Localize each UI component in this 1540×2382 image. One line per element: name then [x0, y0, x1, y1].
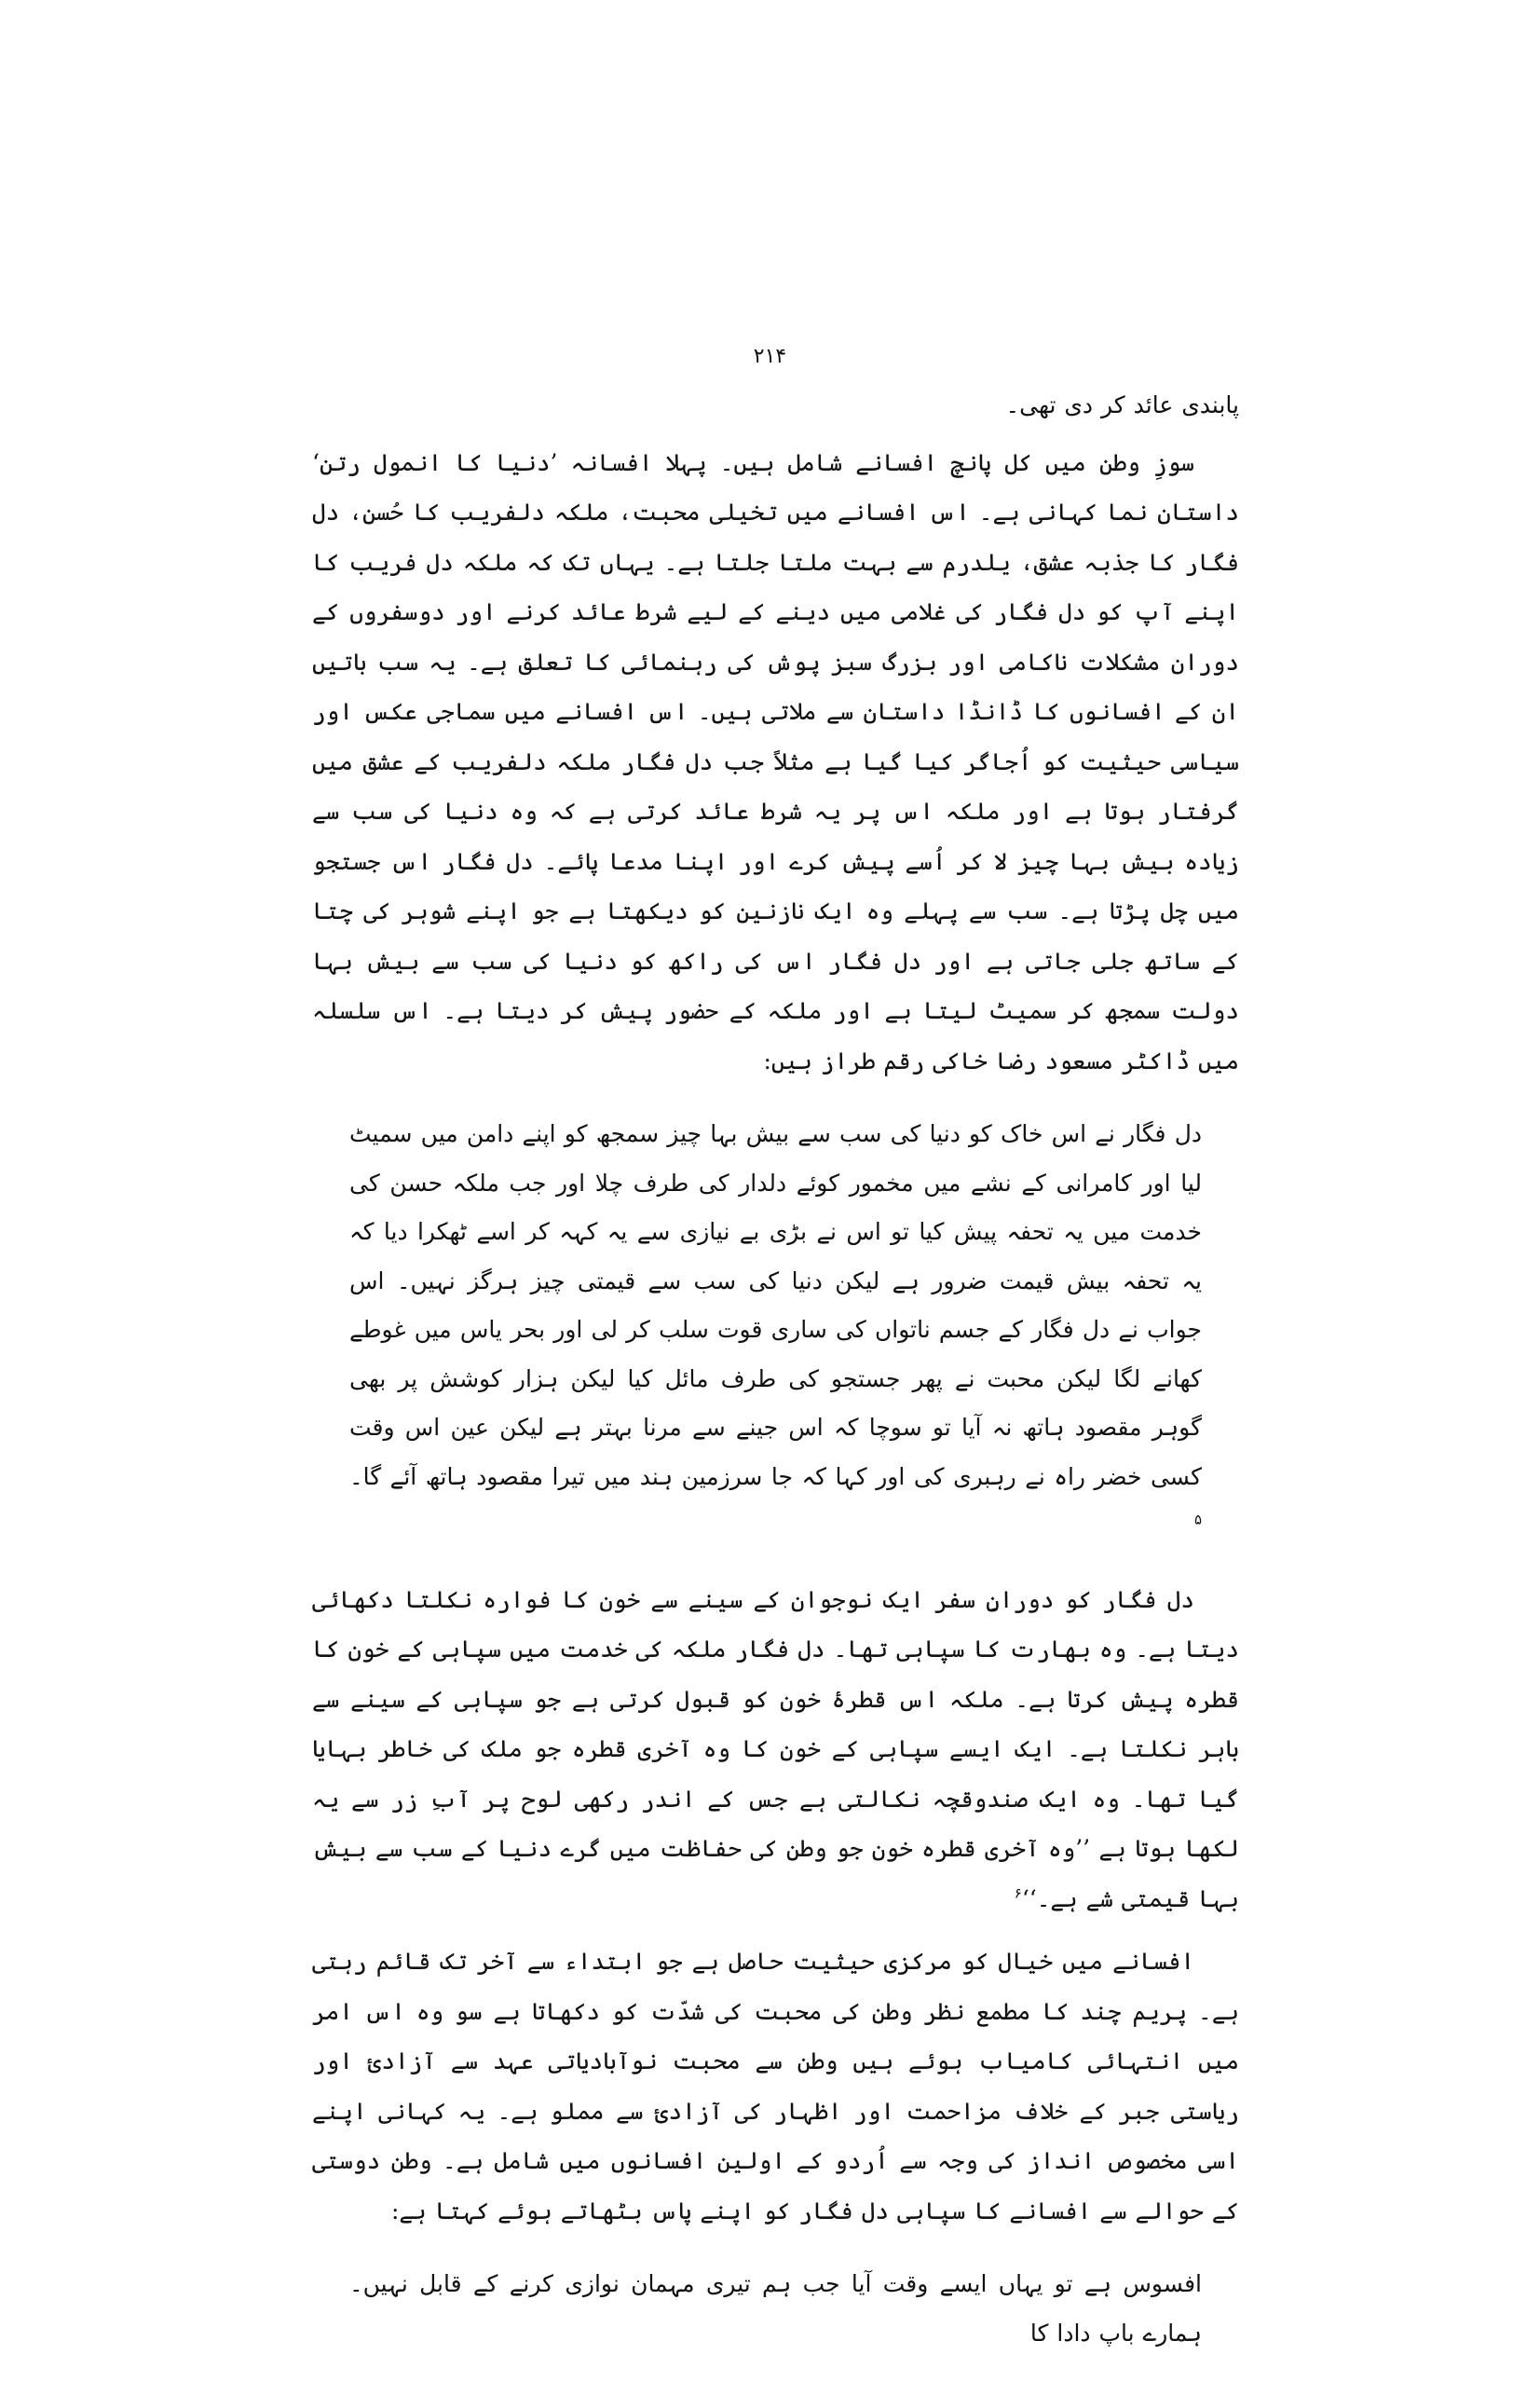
- paragraph-text: دل فگار کو دورانِ سفر ایک نوجوان کے سینے سے خون کا فوارہ نکلتا دکھائی دیتا ہے۔ وہ بھارت کا سپاہی تھا۔ دل فگار ملکہ کی خدمت میں سپاہی کے خون کا قطرہ پیش کرتا ہے۔ ملکہ اس قطرۂ خون کو قبول کرتی ہے جو سپاہی کے سینے سے باہر نکلتا ہے۔ ایک ایسے سپاہی کے خون کا وہ آخری قطرہ جو ملک کی خاطر بہایا گیا تھا۔ وہ ایک صندوقچہ نکالتی ہے جس کے اندر رکھی لوح پر آبِ زر سے یہ لکھا ہوتا ہے ’’وہ آخری قطرہ خون جو وطن کی حفاظت میں گرے دنیا کے سب سے بیش بہا قیمتی شے ہے۔‘‘: [312, 1585, 1239, 1912]
- footnote-marker: ۵: [1193, 1511, 1202, 1528]
- block-quote-dil-figar: [349, 1110, 1202, 1551]
- page-number: ۲۱۴: [753, 345, 787, 368]
- paragraph-soldier-blood: [312, 1575, 1239, 1924]
- paragraph-analysis: افسانے میں خیال کو مرکزی حیثیت حاصل ہے جو ابتداء سے آخر تک قائم رہتی ہے۔ پریم چند کا مطمع نظر وطن کی محبت کی شدّت کو دکھاتا ہے سو وہ اس امر میں انتہائی کامیاب ہوئے ہیں وطن سے محبت نوآبادیاتی عہد سے آزادئ اور ریاستی جبر کے خلاف مزاحمت اور اظہار کی آزادئ سے مملو ہے۔ یہ کہانی اپنے اسی مخصوص انداز کی وجہ سے اُردو کے اولین افسانوں میں شامل ہے۔ وطن دوستی کے حوالے سے افسانے کا سپاہی دل فگار کو اپنے پاس بٹھاتے ہوئے کہتا ہے:: [312, 1948, 1239, 2225]
- block-quote-soldier: افسوس ہے تو یہاں ایسے وقت آیا جب ہم تیری مہمان نوازی کرنے کے قابل نہیں۔ ہمارے باپ دادا کا: [349, 2270, 1202, 2347]
- document-body: [312, 380, 1239, 2382]
- quote-text: دل فگار نے اس خاک کو دنیا کی سب سے بیش بہا چیز سمجھ کو اپنے دامن میں سمیٹ لیا اور کامرانی کے نشے میں مخمور کوئے دلدار کی طرف چلا اور جب ملکہ حسن کی خدمت میں یہ تحفہ پیش کیا تو اس نے بڑی بے نیازی سے یہ کہہ کر اسے ٹھکرا دیا کہ یہ تحفہ بیش قیمت ضرور ہے لیکن دنیا کی سب سے قیمتی چیز ہرگز نہیں۔ اس جواب نے دل فگار کے جسم ناتواں کی ساری قوت سلب کر لی اور بحر یاس میں غوطے کھانے لگا لیکن محبت نے پھر جستجو کی طرف مائل کیا لیکن ہزار کوشش پر بھی گوہر مقصود ہاتھ نہ آیا تو سوچا کہ اس جینے سے مرنا بہتر ہے لیکن عین اس وقت کسی خضر راہ نے رہبری کی اور کہا کہ جا سرزمین ہند میں تیرا مقصود ہاتھ آئے گا۔: [349, 1120, 1202, 1490]
- paragraph-continuation: پابندی عائد کر دی تھی۔: [1005, 391, 1239, 418]
- footnote-marker: ۶: [1014, 1884, 1022, 1902]
- paragraph-soz-e-watan-intro: سوزِ وطن میں کل پانچ افسانے شامل ہیں۔ پہلا افسانہ ’دنیا کا انمول رتن‘ داستان نما کہانی ہے۔ اس افسانے میں تخیلی محبت، ملکہ دلفریب کا حُسن، دل فگار کا جذبہ عشق، یلدرم سے بہت ملتا جلتا ہے۔ یہاں تک کہ ملکہ دل فریب کا اپنے آپ کو دل فگار کی غلامی میں دینے کے لیے شرط عائد کرنے اور دوسفروں کے دوران مشکلات ناکامی اور بزرگ سبز پوش کی رہنمائی کا تعلق ہے۔ یہ سب باتیں ان کے افسانوں کا ڈانڈا داستان سے ملاتی ہیں۔ اس افسانے میں سماجی عکس اور سیاسی حیثیت کو اُجاگر کیا گیا ہے مثلاً جب دل فگار ملکہ دلفریب کے عشق میں گرفتار ہوتا ہے اور ملکہ اس پر یہ شرط عائد کرتی ہے کہ وہ دنیا کی سب سے زیادہ بیش بہا چیز لا کر اُسے پیش کرے اور اپنا مدعا پائے۔ دل فگار اس جستجو میں چل پڑتا ہے۔ سب سے پہلے وہ ایک نازنین کو دیکھتا ہے جو اپنے شوہر کی چتا کے ساتھ جلی جاتی ہے اور دل فگار اس کی راکھ کو دنیا کی سب سے بیش بہا دولت سمجھ کر سمیٹ لیتا ہے اور ملکہ کے حضور پیش کر دیتا ہے۔ اس سلسلہ میں ڈاکٹر مسعود رضا خاکی رقم طراز ہیں:: [312, 448, 1239, 1075]
